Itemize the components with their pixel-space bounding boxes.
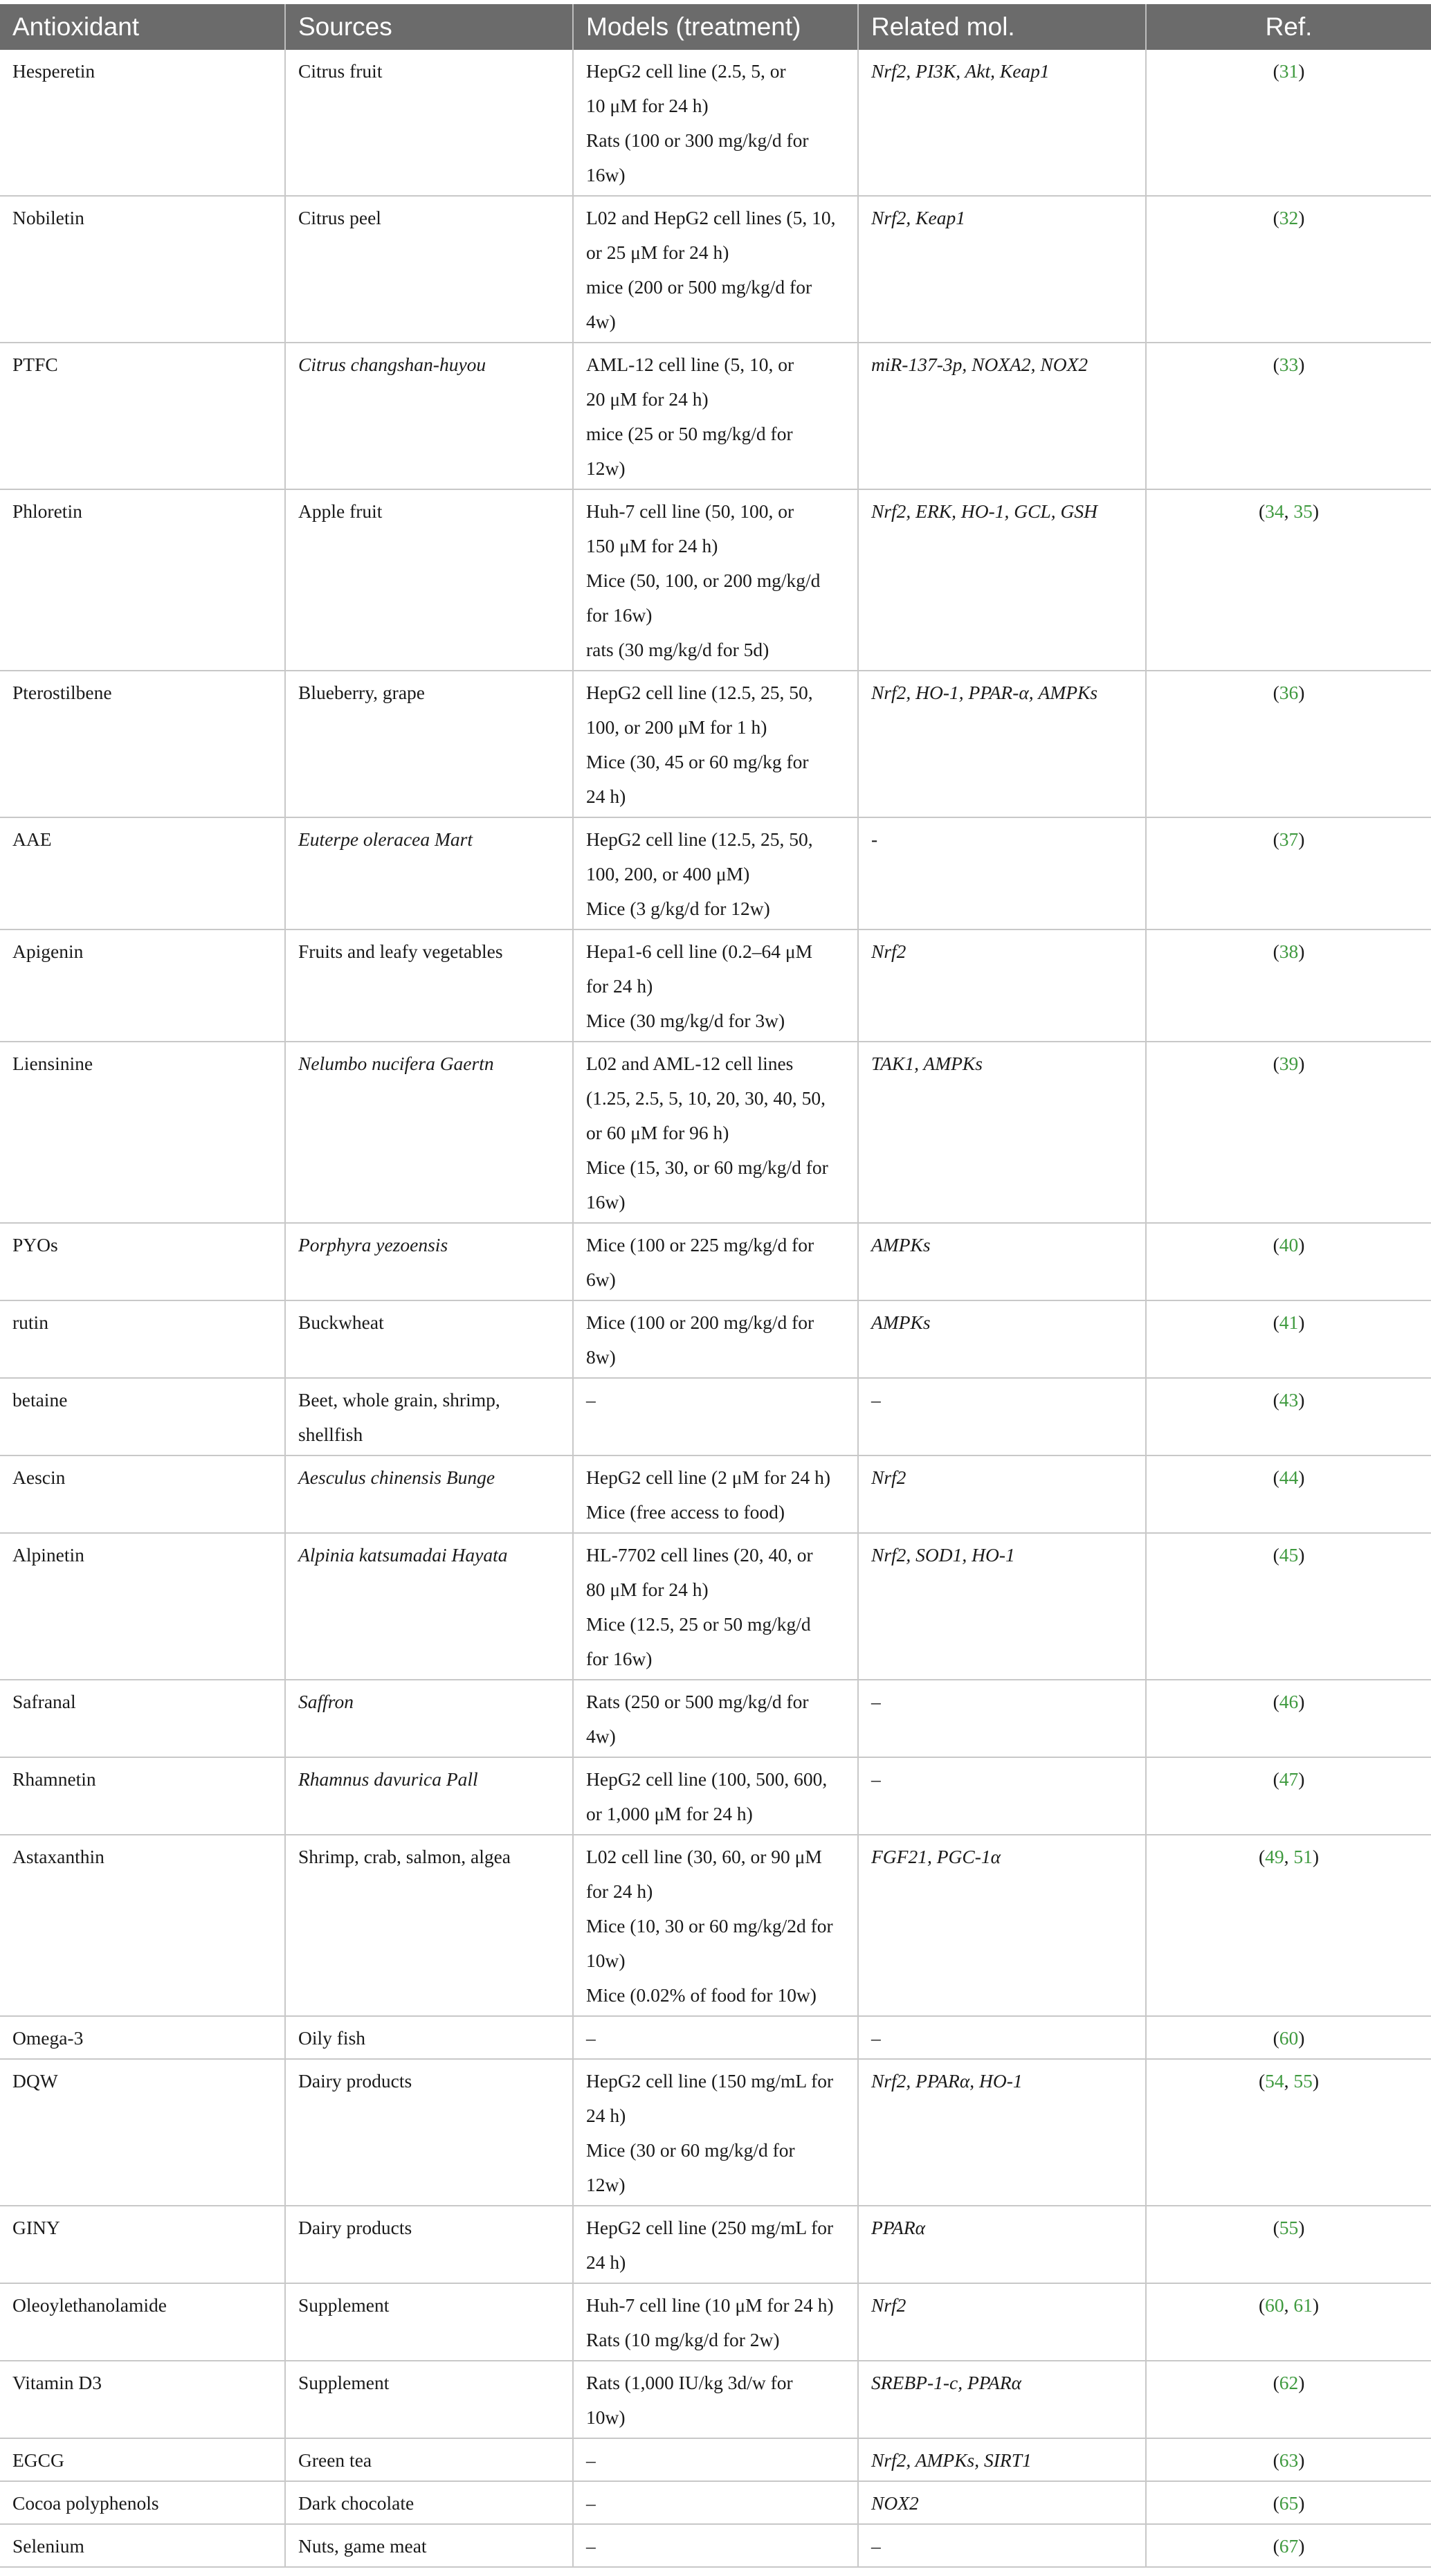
models-line: mice (25 or 50 mg/kg/d for	[586, 423, 793, 444]
models-line: 12w)	[586, 457, 626, 479]
models-line: Mice (0.02% of food for 10w)	[586, 1984, 817, 2006]
header-row	[0, 4, 1431, 50]
table-row	[0, 489, 1431, 671]
models-cell	[573, 929, 858, 1042]
antioxidant-table	[0, 4, 1431, 2568]
table-row	[0, 1378, 1431, 1455]
antioxidant-cell: Oleoylethanolamide	[0, 2283, 285, 2361]
related-mol-cell: miR-137-3p, NOXA2, NOX2	[858, 343, 1146, 489]
models-line: 10 μM for 24 h)	[586, 95, 709, 116]
related-mol-cell: Nrf2	[858, 1455, 1146, 1533]
ref-link[interactable]: 45	[1279, 1544, 1299, 1566]
models-cell	[573, 1378, 858, 1455]
table-row	[0, 2283, 1431, 2361]
table-row	[0, 343, 1431, 489]
ref-cell: (49, 51)	[1146, 1835, 1431, 2016]
table-row	[0, 2481, 1431, 2524]
source-cell: Oily fish	[285, 2016, 573, 2059]
models-cell	[573, 2361, 858, 2438]
antioxidant-cell: betaine	[0, 1378, 285, 1455]
antioxidant-cell: EGCG	[0, 2438, 285, 2481]
models-line: Rats (10 mg/kg/d for 2w)	[586, 2329, 780, 2350]
ref-link[interactable]: 34	[1265, 500, 1284, 522]
models-cell	[573, 1757, 858, 1835]
ref-cell: (32)	[1146, 196, 1431, 343]
models-line: Rats (1,000 IU/kg 3d/w for	[586, 2372, 793, 2393]
models-line: or 1,000 μM for 24 h)	[586, 1803, 753, 1824]
models-line: HepG2 cell line (12.5, 25, 50,	[586, 682, 813, 703]
models-cell	[573, 2016, 858, 2059]
models-line: 100, or 200 μM for 1 h)	[586, 716, 767, 738]
related-mol-cell: Nrf2	[858, 2283, 1146, 2361]
ref-cell: (67)	[1146, 2524, 1431, 2567]
models-line: Mice (10, 30 or 60 mg/kg/2d for	[586, 1915, 833, 1936]
related-mol-cell: AMPKs	[858, 1223, 1146, 1300]
table-row	[0, 1533, 1431, 1680]
models-line: Mice (30 or 60 mg/kg/d for	[586, 2139, 795, 2161]
ref-link[interactable]: 40	[1279, 1234, 1299, 1255]
models-line: for 16w)	[586, 1648, 653, 1669]
related-mol-cell: Nrf2, HO-1, PPAR-α, AMPKs	[858, 671, 1146, 817]
header-ref: Ref.	[1146, 4, 1431, 50]
antioxidant-cell: Selenium	[0, 2524, 285, 2567]
table-row	[0, 2361, 1431, 2438]
ref-link[interactable]: 62	[1279, 2372, 1299, 2393]
antioxidant-cell: Pterostilbene	[0, 671, 285, 817]
models-line: Mice (30, 45 or 60 mg/kg for	[586, 751, 809, 772]
models-line: mice (200 or 500 mg/kg/d for	[586, 276, 812, 298]
models-line: 24 h)	[586, 786, 626, 807]
models-line: 4w)	[586, 1725, 616, 1747]
models-line: 80 μM for 24 h)	[586, 1579, 709, 1600]
antioxidant-cell: Omega-3	[0, 2016, 285, 2059]
table-row	[0, 1455, 1431, 1533]
models-cell	[573, 2438, 858, 2481]
models-cell	[573, 817, 858, 929]
source-cell: Euterpe oleracea Mart	[285, 817, 573, 929]
ref-link[interactable]: 44	[1279, 1467, 1299, 1488]
ref-link[interactable]: 35	[1293, 500, 1313, 522]
models-cell	[573, 1680, 858, 1757]
models-line: 16w)	[586, 164, 626, 185]
related-mol-cell: –	[858, 2524, 1146, 2567]
antioxidant-cell: Phloretin	[0, 489, 285, 671]
models-line: Hepa1-6 cell line (0.2–64 μM	[586, 941, 813, 962]
table-row	[0, 1223, 1431, 1300]
ref-link[interactable]: 37	[1279, 828, 1299, 850]
models-line: L02 and AML-12 cell lines	[586, 1053, 794, 1074]
models-line: 10w)	[586, 2406, 626, 2428]
models-cell	[573, 1223, 858, 1300]
ref-link[interactable]: 43	[1279, 1389, 1299, 1411]
models-line: HepG2 cell line (250 mg/mL for	[586, 2217, 834, 2238]
source-cell: Fruits and leafy vegetables	[285, 929, 573, 1042]
models-line: HepG2 cell line (2.5, 5, or	[586, 60, 786, 82]
source-cell: Citrus fruit	[285, 50, 573, 196]
table-row	[0, 2206, 1431, 2283]
table-row	[0, 1680, 1431, 1757]
models-line: 20 μM for 24 h)	[586, 388, 709, 410]
source-cell: Alpinia katsumadai Hayata	[285, 1533, 573, 1680]
table-row	[0, 1042, 1431, 1223]
models-line: 6w)	[586, 1269, 616, 1290]
antioxidant-cell: rutin	[0, 1300, 285, 1378]
models-line: or 25 μM for 24 h)	[586, 242, 729, 263]
models-line: 24 h)	[586, 2251, 626, 2273]
table-row	[0, 196, 1431, 343]
models-line: HepG2 cell line (2 μM for 24 h)	[586, 1467, 831, 1488]
ref-cell: (60)	[1146, 2016, 1431, 2059]
table-row	[0, 2059, 1431, 2206]
models-line: Mice (30 mg/kg/d for 3w)	[586, 1010, 785, 1031]
models-cell	[573, 1042, 858, 1223]
ref-cell: (41)	[1146, 1300, 1431, 1378]
models-cell	[573, 1835, 858, 2016]
models-line: Mice (3 g/kg/d for 12w)	[586, 898, 770, 919]
ref-cell: (62)	[1146, 2361, 1431, 2438]
source-cell: Citrus peel	[285, 196, 573, 343]
source-cell: Porphyra yezoensis	[285, 1223, 573, 1300]
ref-link[interactable]: 60	[1265, 2294, 1284, 2316]
models-line: Mice (100 or 225 mg/kg/d for	[586, 1234, 814, 1255]
antioxidant-cell: Vitamin D3	[0, 2361, 285, 2438]
models-line: AML-12 cell line (5, 10, or	[586, 354, 794, 375]
table-row	[0, 1757, 1431, 1835]
source-cell: Aesculus chinensis Bunge	[285, 1455, 573, 1533]
source-cell: Dark chocolate	[285, 2481, 573, 2524]
table-row	[0, 50, 1431, 196]
ref-cell: (45)	[1146, 1533, 1431, 1680]
models-line: –	[586, 2449, 596, 2471]
table-row	[0, 2016, 1431, 2059]
models-line: –	[586, 1389, 596, 1411]
header-sources: Sources	[285, 4, 573, 50]
antioxidant-cell: Safranal	[0, 1680, 285, 1757]
models-cell	[573, 343, 858, 489]
source-cell: Supplement	[285, 2361, 573, 2438]
table-row	[0, 1835, 1431, 2016]
models-line: for 24 h)	[586, 975, 653, 997]
related-mol-cell: -	[858, 817, 1146, 929]
models-line: or 60 μM for 96 h)	[586, 1122, 729, 1143]
antioxidant-cell: Hesperetin	[0, 50, 285, 196]
ref-link[interactable]: 67	[1279, 2535, 1299, 2557]
models-line: 16w)	[586, 1191, 626, 1213]
source-cell: Supplement	[285, 2283, 573, 2361]
models-line: HepG2 cell line (150 mg/mL for	[586, 2070, 834, 2092]
ref-link[interactable]: 36	[1279, 682, 1299, 703]
ref-cell: (47)	[1146, 1757, 1431, 1835]
models-line: Mice (15, 30, or 60 mg/kg/d for	[586, 1157, 828, 1178]
antioxidant-cell: Aescin	[0, 1455, 285, 1533]
ref-link[interactable]: 55	[1293, 2070, 1313, 2092]
header-antioxidant: Antioxidant	[0, 4, 285, 50]
models-line: 150 μM for 24 h)	[586, 535, 718, 556]
models-line: Huh-7 cell line (10 μM for 24 h)	[586, 2294, 834, 2316]
ref-link[interactable]: 32	[1279, 207, 1299, 228]
ref-cell: (33)	[1146, 343, 1431, 489]
source-cell: Shrimp, crab, salmon, algea	[285, 1835, 573, 2016]
source-cell: Apple fruit	[285, 489, 573, 671]
models-line: rats (30 mg/kg/d for 5d)	[586, 639, 769, 660]
ref-link[interactable]: 61	[1293, 2294, 1313, 2316]
models-line: for 24 h)	[586, 1880, 653, 1902]
source-cell: Nuts, game meat	[285, 2524, 573, 2567]
ref-cell: (65)	[1146, 2481, 1431, 2524]
ref-link[interactable]: 33	[1279, 354, 1299, 375]
models-cell	[573, 489, 858, 671]
models-line: HepG2 cell line (100, 500, 600,	[586, 1768, 828, 1790]
ref-link[interactable]: 49	[1265, 1846, 1284, 1867]
ref-link[interactable]: 46	[1279, 1691, 1299, 1712]
models-line: Mice (50, 100, or 200 mg/kg/d	[586, 570, 821, 591]
models-line: –	[586, 2535, 596, 2557]
ref-link[interactable]: 54	[1265, 2070, 1284, 2092]
antioxidant-cell: Rhamnetin	[0, 1757, 285, 1835]
models-cell	[573, 2524, 858, 2567]
ref-link[interactable]: 39	[1279, 1053, 1299, 1074]
source-cell: Green tea	[285, 2438, 573, 2481]
related-mol-cell: TAK1, AMPKs	[858, 1042, 1146, 1223]
related-mol-cell: NOX2	[858, 2481, 1146, 2524]
antioxidant-cell: PYOs	[0, 1223, 285, 1300]
models-line: Mice (12.5, 25 or 50 mg/kg/d	[586, 1613, 811, 1635]
related-mol-cell: Nrf2, PPARα, HO-1	[858, 2059, 1146, 2206]
table-row	[0, 929, 1431, 1042]
models-line: 8w)	[586, 1346, 616, 1368]
table-row	[0, 817, 1431, 929]
models-cell	[573, 50, 858, 196]
antioxidant-cell: Alpinetin	[0, 1533, 285, 1680]
related-mol-cell: AMPKs	[858, 1300, 1146, 1378]
related-mol-cell: Nrf2, AMPKs, SIRT1	[858, 2438, 1146, 2481]
header-models: Models (treatment)	[573, 4, 858, 50]
source-cell: Nelumbo nucifera Gaertn	[285, 1042, 573, 1223]
models-line: –	[586, 2027, 596, 2049]
related-mol-cell: –	[858, 1680, 1146, 1757]
models-line: HepG2 cell line (12.5, 25, 50,	[586, 828, 813, 850]
source-cell: Dairy products	[285, 2059, 573, 2206]
antioxidant-cell: Cocoa polyphenols	[0, 2481, 285, 2524]
models-line: Rats (100 or 300 mg/kg/d for	[586, 129, 809, 151]
related-mol-cell: Nrf2, Keap1	[858, 196, 1146, 343]
table-row	[0, 2524, 1431, 2567]
models-line: 10w)	[586, 1950, 626, 1971]
related-mol-cell: Nrf2, ERK, HO-1, GCL, GSH	[858, 489, 1146, 671]
ref-cell: (39)	[1146, 1042, 1431, 1223]
related-mol-cell: FGF21, PGC-1α	[858, 1835, 1146, 2016]
related-mol-cell: –	[858, 2016, 1146, 2059]
models-line: Rats (250 or 500 mg/kg/d for	[586, 1691, 809, 1712]
ref-cell: (60, 61)	[1146, 2283, 1431, 2361]
models-cell	[573, 2481, 858, 2524]
antioxidant-cell: PTFC	[0, 343, 285, 489]
source-cell: Saffron	[285, 1680, 573, 1757]
ref-link[interactable]: 63	[1279, 2449, 1299, 2471]
models-cell	[573, 196, 858, 343]
source-cell: Dairy products	[285, 2206, 573, 2283]
ref-cell: (55)	[1146, 2206, 1431, 2283]
table-row	[0, 671, 1431, 817]
related-mol-cell: Nrf2, SOD1, HO-1	[858, 1533, 1146, 1680]
source-cell: Blueberry, grape	[285, 671, 573, 817]
models-line: 24 h)	[586, 2105, 626, 2126]
models-cell	[573, 1300, 858, 1378]
source-cell: Citrus changshan-huyou	[285, 343, 573, 489]
related-mol-cell: –	[858, 1378, 1146, 1455]
ref-link[interactable]: 65	[1279, 2492, 1299, 2514]
antioxidant-cell: GINY	[0, 2206, 285, 2283]
antioxidant-cell: Apigenin	[0, 929, 285, 1042]
models-cell	[573, 1533, 858, 1680]
ref-link[interactable]: 60	[1279, 2027, 1299, 2049]
ref-link[interactable]: 55	[1279, 2217, 1299, 2238]
models-line: 100, 200, or 400 μM)	[586, 863, 750, 885]
ref-link[interactable]: 38	[1279, 941, 1299, 962]
models-line: Mice (100 or 200 mg/kg/d for	[586, 1312, 814, 1333]
ref-cell: (63)	[1146, 2438, 1431, 2481]
ref-cell: (37)	[1146, 817, 1431, 929]
ref-cell: (54, 55)	[1146, 2059, 1431, 2206]
source-cell: Rhamnus davurica Pall	[285, 1757, 573, 1835]
models-line: 4w)	[586, 311, 616, 332]
models-line: HL-7702 cell lines (20, 40, or	[586, 1544, 813, 1566]
table-body	[0, 50, 1431, 2567]
models-cell	[573, 671, 858, 817]
ref-link[interactable]: 47	[1279, 1768, 1299, 1790]
antioxidant-cell: AAE	[0, 817, 285, 929]
ref-cell: (31)	[1146, 50, 1431, 196]
ref-cell: (36)	[1146, 671, 1431, 817]
antioxidant-cell: Astaxanthin	[0, 1835, 285, 2016]
models-cell	[573, 2206, 858, 2283]
source-cell: Beet, whole grain, shrimp, shellfish	[285, 1378, 573, 1455]
models-line: –	[586, 2492, 596, 2514]
ref-link[interactable]: 31	[1279, 60, 1299, 82]
models-line: 12w)	[586, 2174, 626, 2195]
related-mol-cell: PPARα	[858, 2206, 1146, 2283]
models-cell	[573, 2059, 858, 2206]
ref-cell: (46)	[1146, 1680, 1431, 1757]
models-line: Huh-7 cell line (50, 100, or	[586, 500, 794, 522]
table-row	[0, 2438, 1431, 2481]
models-cell	[573, 1455, 858, 1533]
related-mol-cell: –	[858, 1757, 1146, 1835]
related-mol-cell: Nrf2, PI3K, Akt, Keap1	[858, 50, 1146, 196]
ref-cell: (40)	[1146, 1223, 1431, 1300]
header-related-mol: Related mol.	[858, 4, 1146, 50]
ref-cell: (44)	[1146, 1455, 1431, 1533]
models-line: L02 and HepG2 cell lines (5, 10,	[586, 207, 836, 228]
models-line: (1.25, 2.5, 5, 10, 20, 30, 40, 50,	[586, 1087, 826, 1109]
antioxidant-cell: Liensinine	[0, 1042, 285, 1223]
antioxidant-cell: DQW	[0, 2059, 285, 2206]
models-line: Mice (free access to food)	[586, 1501, 785, 1523]
ref-cell: (34, 35)	[1146, 489, 1431, 671]
ref-link[interactable]: 41	[1279, 1312, 1299, 1333]
source-cell: Buckwheat	[285, 1300, 573, 1378]
ref-link[interactable]: 51	[1293, 1846, 1313, 1867]
table-row	[0, 1300, 1431, 1378]
related-mol-cell: SREBP-1-c, PPARα	[858, 2361, 1146, 2438]
related-mol-cell: Nrf2	[858, 929, 1146, 1042]
antioxidant-cell: Nobiletin	[0, 196, 285, 343]
models-cell	[573, 2283, 858, 2361]
models-line: L02 cell line (30, 60, or 90 μM	[586, 1846, 822, 1867]
ref-cell: (38)	[1146, 929, 1431, 1042]
models-line: for 16w)	[586, 604, 653, 626]
ref-cell: (43)	[1146, 1378, 1431, 1455]
